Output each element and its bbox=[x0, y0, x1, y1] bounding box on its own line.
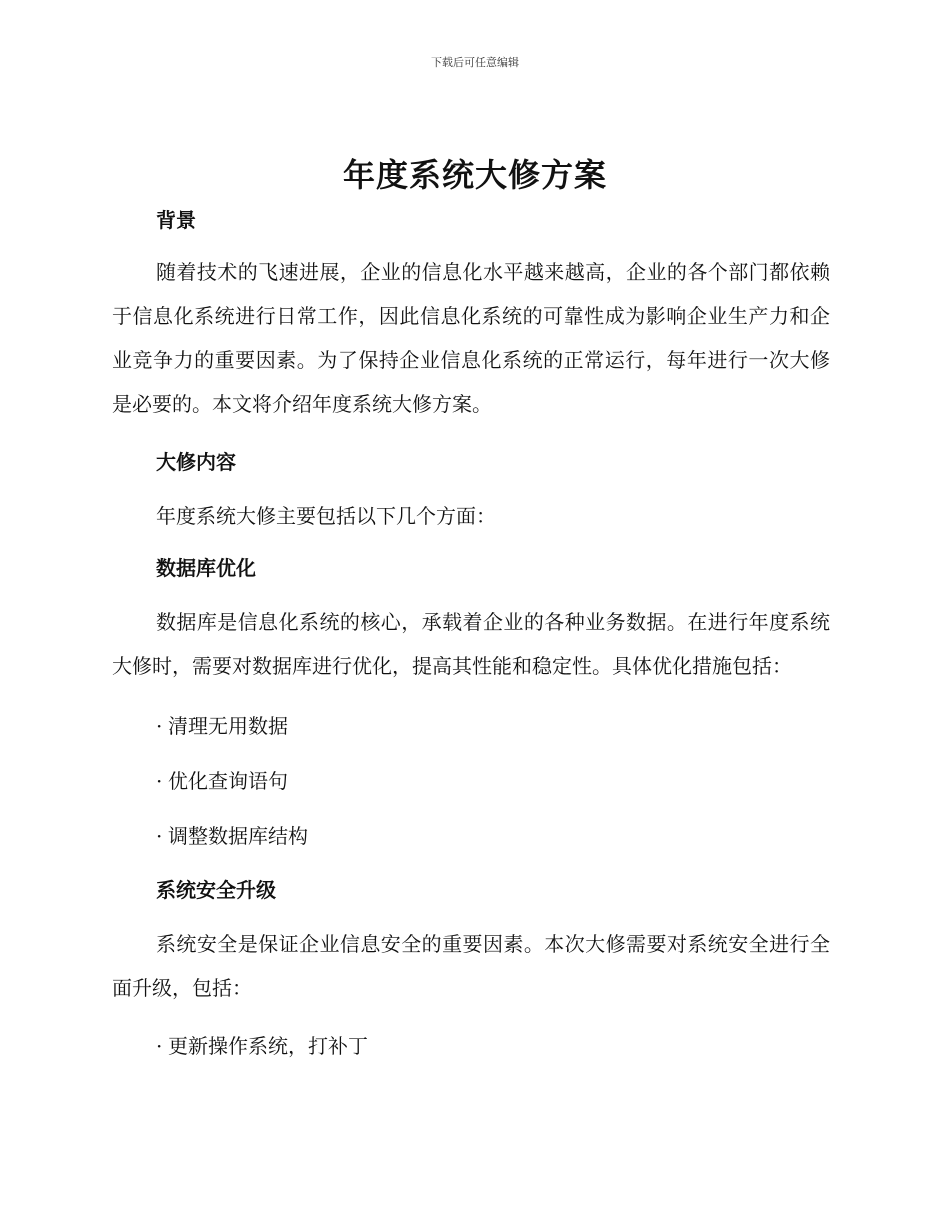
bullet-text: 优化查询语句 bbox=[168, 769, 288, 793]
bullet-item bbox=[112, 816, 830, 856]
document-body bbox=[112, 200, 830, 1066]
paragraph-contents: 年度系统大修主要包括以下几个方面： bbox=[156, 504, 496, 528]
section-heading-contents: 大修内容 bbox=[156, 450, 236, 474]
bullet-dot: · bbox=[156, 1034, 163, 1058]
paragraph-database: 数据库是信息化系统的核心，承载着企业的各种业务数据。在进行年度系统大修时，需要对数据库进行优化，提高其性能和稳定性。具体优化措施包括： bbox=[112, 610, 830, 678]
paragraph-security: 系统安全是保证企业信息安全的重要因素。本次大修需要对系统安全进行全面升级，包括： bbox=[112, 932, 830, 1000]
section-heading-security: 系统安全升级 bbox=[156, 878, 276, 902]
bullet-dot: · bbox=[156, 714, 163, 738]
bullet-item bbox=[112, 761, 830, 801]
bullet-dot: · bbox=[156, 824, 163, 848]
header-note: 下载后可任意编辑 bbox=[431, 56, 519, 69]
section-heading-background: 背景 bbox=[156, 208, 196, 232]
bullet-item bbox=[112, 706, 830, 746]
paragraph-background: 随着技术的飞速进展，企业的信息化水平越来越高，企业的各个部门都依赖于信息化系统进行日常工作，因此信息化系统的可靠性成为影响企业生产力和企业竞争力的重要因素。为了保持企业信息化系统的正常运行，每年进行一次大修是必要的。本文将介绍年度系统大修方案。 bbox=[112, 260, 830, 416]
document-title: 年度系统大修方案 bbox=[342, 156, 607, 194]
bullet-text: 调整数据库结构 bbox=[168, 824, 308, 848]
bullet-text: 更新操作系统，打补丁 bbox=[168, 1034, 368, 1058]
bullet-item bbox=[112, 1026, 830, 1066]
bullet-text: 清理无用数据 bbox=[168, 714, 288, 738]
bullet-dot: · bbox=[156, 769, 163, 793]
section-heading-database: 数据库优化 bbox=[156, 556, 256, 580]
